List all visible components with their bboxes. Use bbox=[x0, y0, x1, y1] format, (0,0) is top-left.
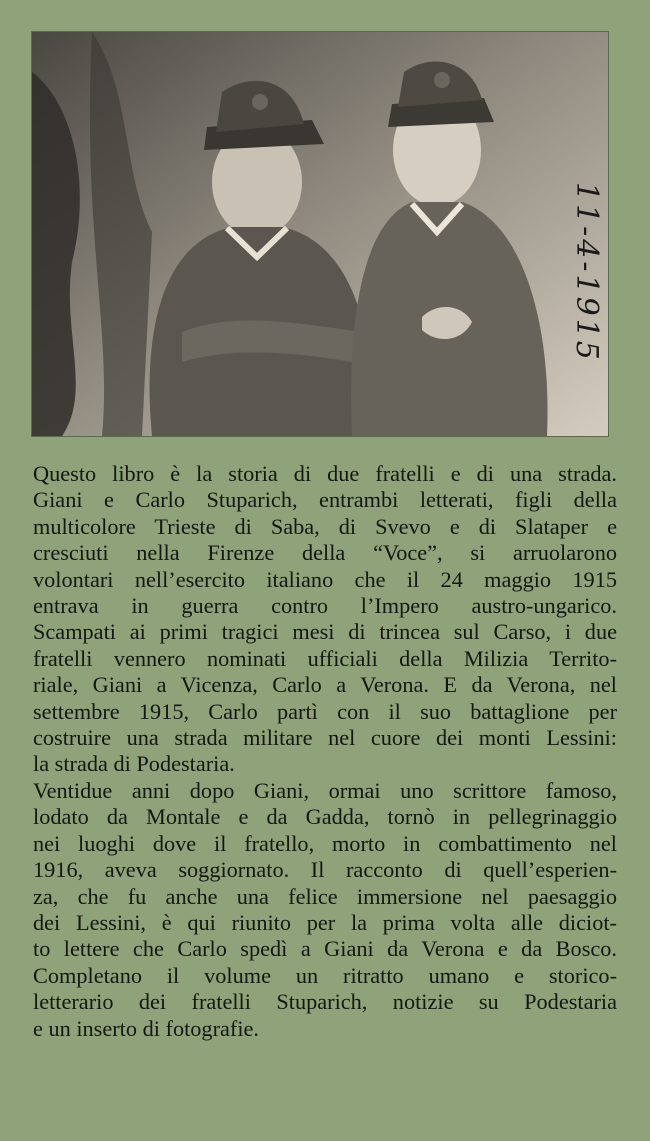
text-line: 1916, aveva soggiornato. Il racconto di quell’esperien- bbox=[33, 857, 617, 883]
text-line: Giani e Carlo Stuparich, entrambi letterati, figli della bbox=[33, 487, 617, 513]
text-line: fratelli vennero nominati ufficiali della Milizia Territo- bbox=[33, 645, 617, 671]
text-line: entrava in guerra contro l’Impero austro-ungarico. bbox=[33, 593, 617, 619]
photo-illustration bbox=[32, 32, 608, 436]
text-line: riale, Giani a Vicenza, Carlo a Verona. E da Verona, nel bbox=[33, 672, 617, 698]
text-line: costruire una strada militare nel cuore dei monti Lessini: bbox=[33, 725, 617, 751]
text-line: Completano il volume un ritratto umano e storico- bbox=[33, 962, 617, 988]
text-line: lodato da Montale e da Gadda, tornò in pellegrinaggio bbox=[33, 804, 617, 830]
text-line: Ventidue anni dopo Giani, ormai uno scrittore famoso, bbox=[33, 777, 617, 803]
text-line: multicolore Trieste di Saba, di Svevo e di Slataper e bbox=[33, 513, 617, 539]
text-line: za, che fu anche una felice immersione nel paesaggio bbox=[33, 883, 617, 909]
text-line: to lettere che Carlo spedì a Giani da Verona e da Bosco. bbox=[33, 936, 617, 962]
text-line: letterario dei fratelli Stuparich, notizie su Podestaria bbox=[33, 989, 617, 1015]
text-line: dei Lessini, è qui riunito per la prima volta alle diciot- bbox=[33, 909, 617, 935]
text-line: cresciuti nella Firenze della “Voce”, si arruolarono bbox=[33, 540, 617, 566]
soldiers-photo bbox=[32, 32, 608, 436]
text-line: la strada di Podestaria. bbox=[33, 751, 235, 777]
back-cover-text bbox=[33, 461, 617, 1042]
handwritten-date: 11-4-1915 bbox=[569, 182, 604, 363]
text-line: settembre 1915, Carlo partì con il suo battaglione per bbox=[33, 698, 617, 724]
text-line: e un inserto di fotografie. bbox=[33, 1015, 259, 1041]
text-line: Scampati ai primi tragici mesi di trincea sul Carso, i due bbox=[33, 619, 617, 645]
text-line: volontari nell’esercito italiano che il 24 maggio 1915 bbox=[33, 566, 617, 592]
text-line: nei luoghi dove il fratello, morto in combattimento nel bbox=[33, 830, 617, 856]
text-line: Questo libro è la storia di due fratelli e di una strada. bbox=[33, 461, 617, 486]
